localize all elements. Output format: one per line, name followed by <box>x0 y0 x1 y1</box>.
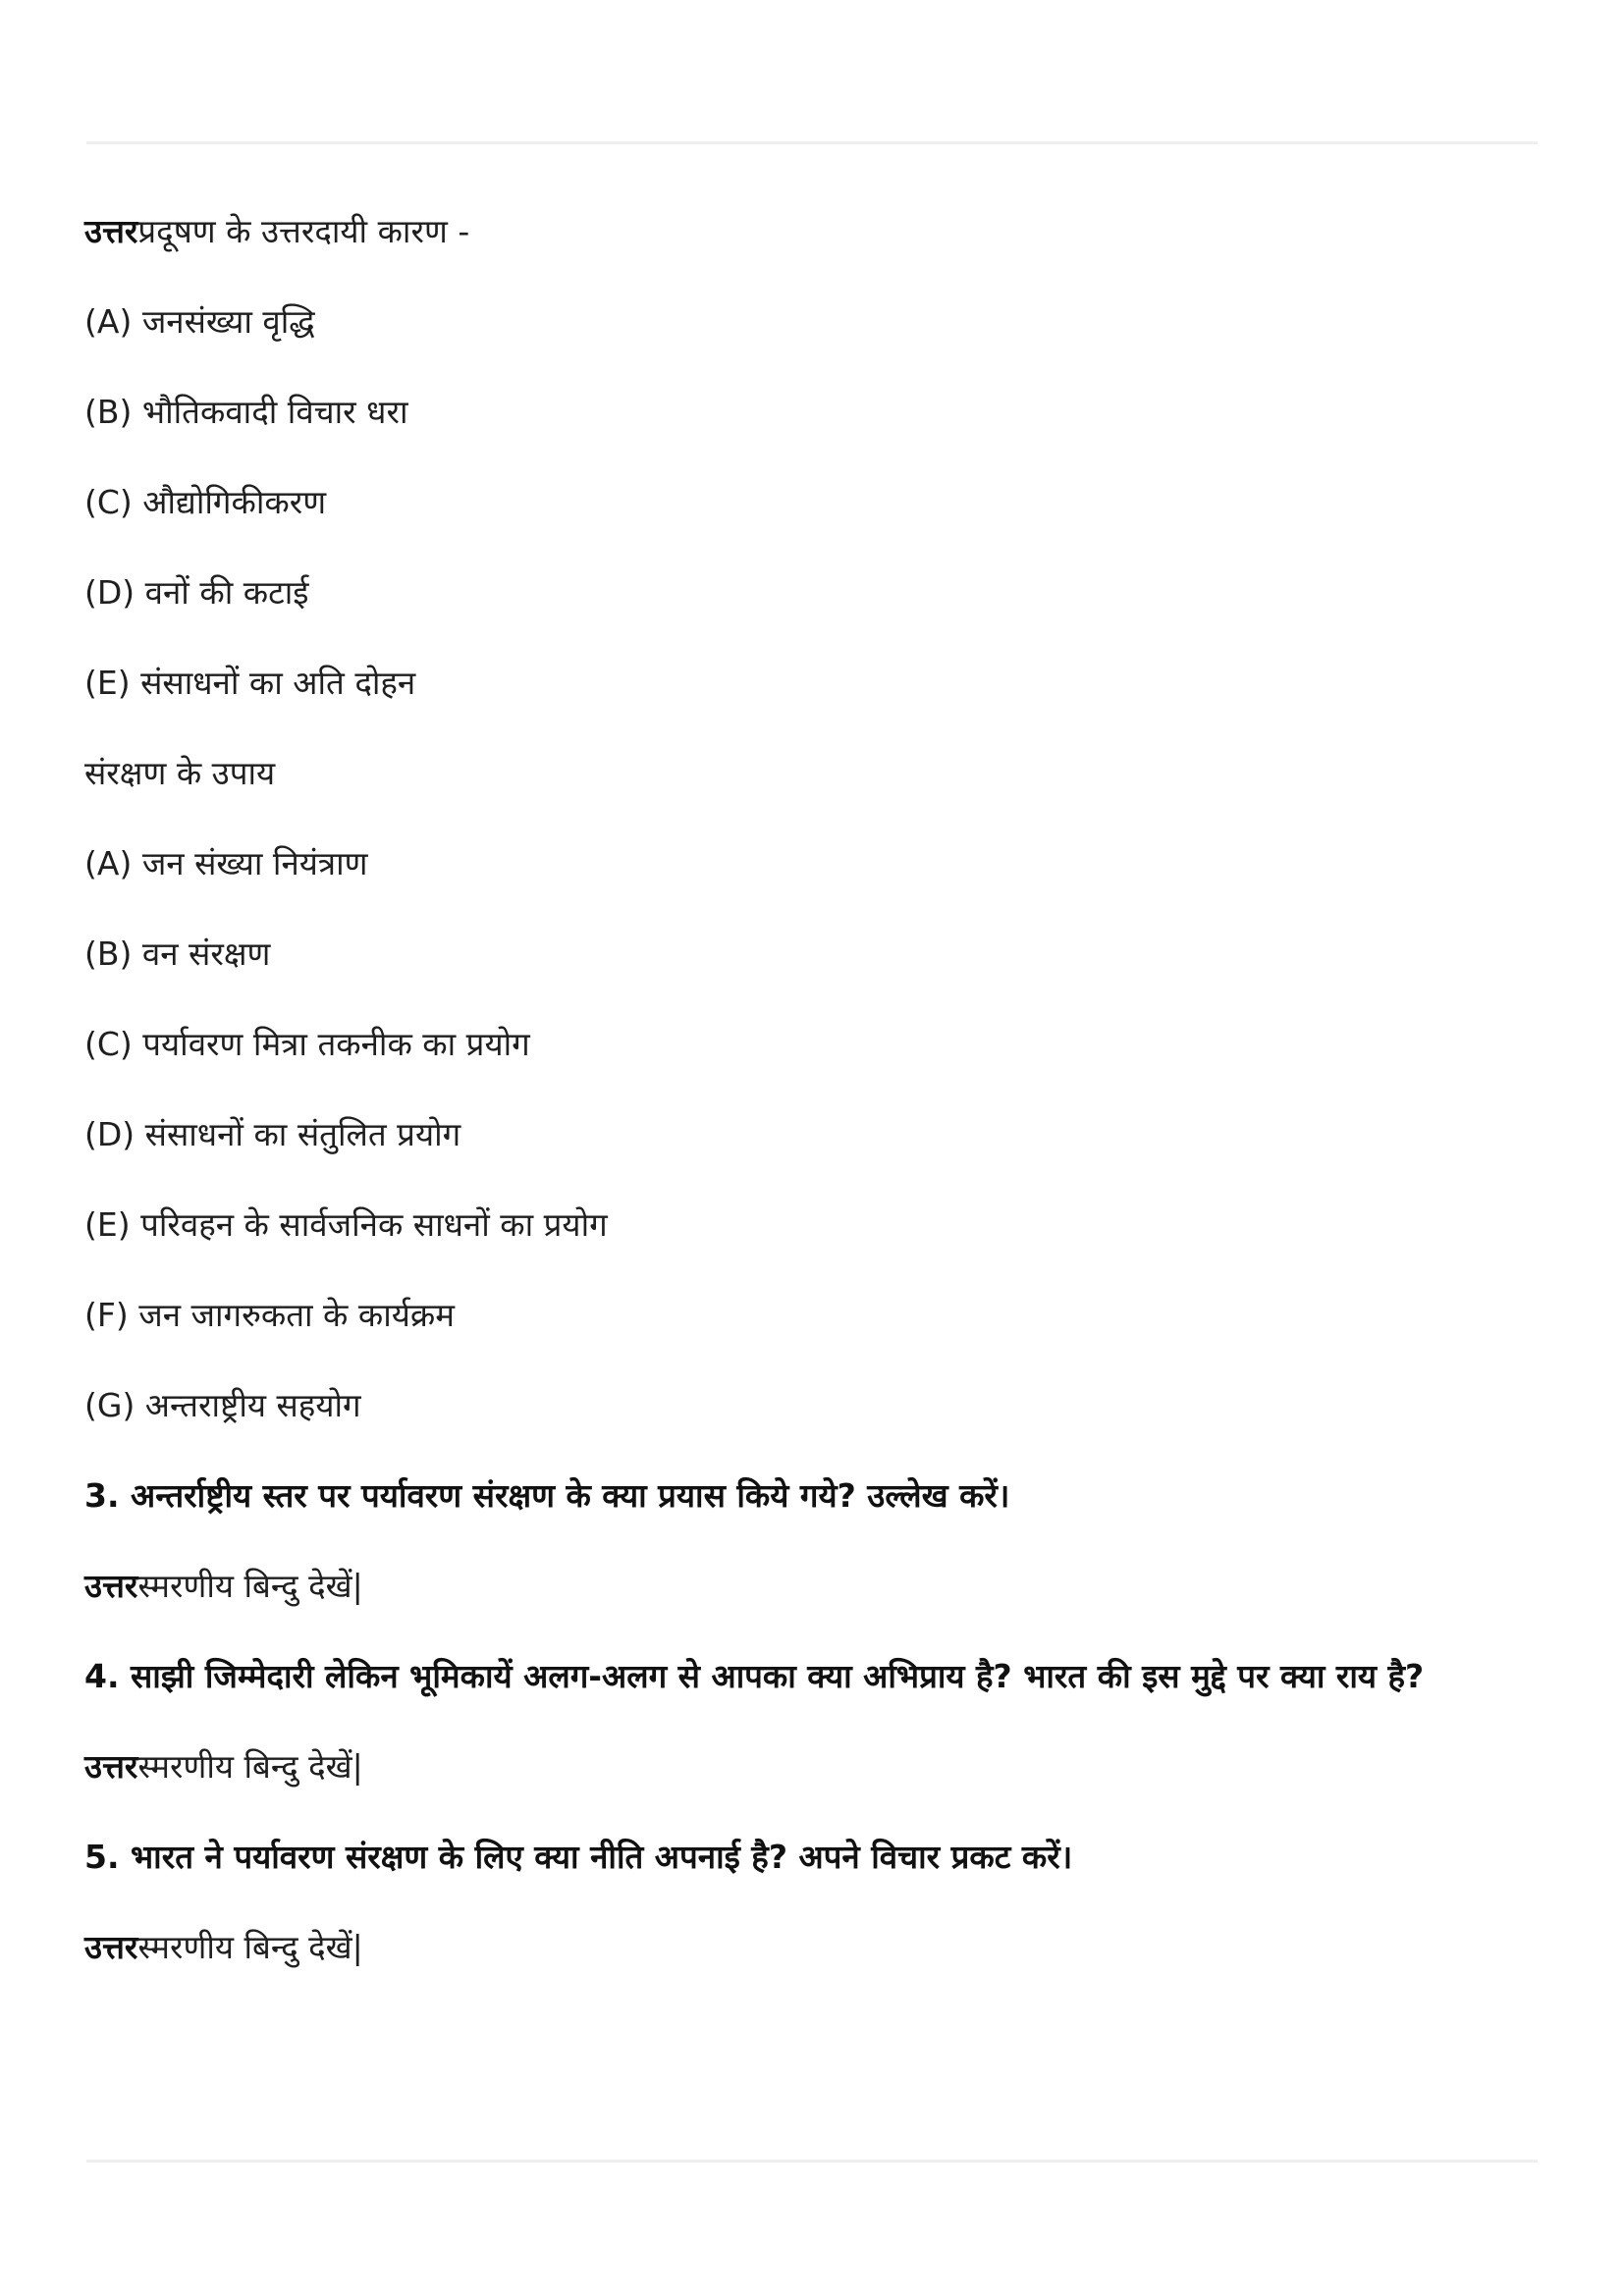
answer-label: उत्तर <box>84 1747 138 1786</box>
cause-item: (B) भौतिकवादी विचार धरा <box>84 393 408 431</box>
document-body <box>84 206 1538 2012</box>
answer-label: उत्तर <box>84 1928 138 1966</box>
question-4: 4. साझी जिम्मेदारी लेकिन भूमिकायें अलग-अलग से आपका क्या अभिप्राय है? भारत की इस मुद्दे पर क्या राय है? <box>84 1657 1425 1695</box>
measure-item: (G) अन्तराष्ट्रीय सहयोग <box>84 1386 361 1424</box>
answer-text: स्मरणीय बिन्दु देखें| <box>137 1747 363 1786</box>
cause-item: (C) औद्योगिकीकरण <box>84 483 327 521</box>
answer-3 <box>84 1561 1538 1651</box>
measure-item: (D) संसाधनों का संतुलित प्रयोग <box>84 1115 461 1153</box>
cause-item: (E) संसाधनों का अति दोहन <box>84 664 416 702</box>
answer-label: उत्तर <box>84 1567 138 1605</box>
bottom-divider <box>86 2160 1538 2163</box>
measure-item: (F) जन जागरुकता के कार्यक्रम <box>84 1296 455 1334</box>
measures-heading: संरक्षण के उपाय <box>84 754 276 792</box>
measure-item: (B) वन संरक्षण <box>84 934 271 973</box>
top-divider <box>86 141 1538 144</box>
cause-item: (A) जनसंख्या वृद्धि <box>84 302 315 341</box>
question-3: 3. अन्तर्राष्ट्रीय स्तर पर पर्यावरण संरक्षण के क्या प्रयास किये गये? उल्लेख करें। <box>84 1476 1010 1515</box>
causes-heading: प्रदूषण के उत्तरदायी कारण - <box>137 212 470 250</box>
measure-item: (E) परिवहन के सार्वजनिक साधनों का प्रयोग <box>84 1205 608 1244</box>
measure-item: (C) पर्यावरण मित्रा तकनीक का प्रयोग <box>84 1025 530 1063</box>
answer-text: स्मरणीय बिन्दु देखें| <box>137 1928 363 1966</box>
answer-4 <box>84 1741 1538 1832</box>
answer-label: उत्तर <box>84 212 138 250</box>
cause-item: (D) वनों की कटाई <box>84 573 309 612</box>
measure-item: (A) जन संख्या नियंत्राण <box>84 844 368 882</box>
answer-heading-causes <box>84 206 1538 296</box>
question-5: 5. भारत ने पर्यावरण संरक्षण के लिए क्या नीति अपनाई है? अपने विचार प्रकट करें। <box>84 1838 1073 1876</box>
answer-text: स्मरणीय बिन्दु देखें| <box>137 1567 363 1605</box>
answer-5 <box>84 1922 1538 2012</box>
